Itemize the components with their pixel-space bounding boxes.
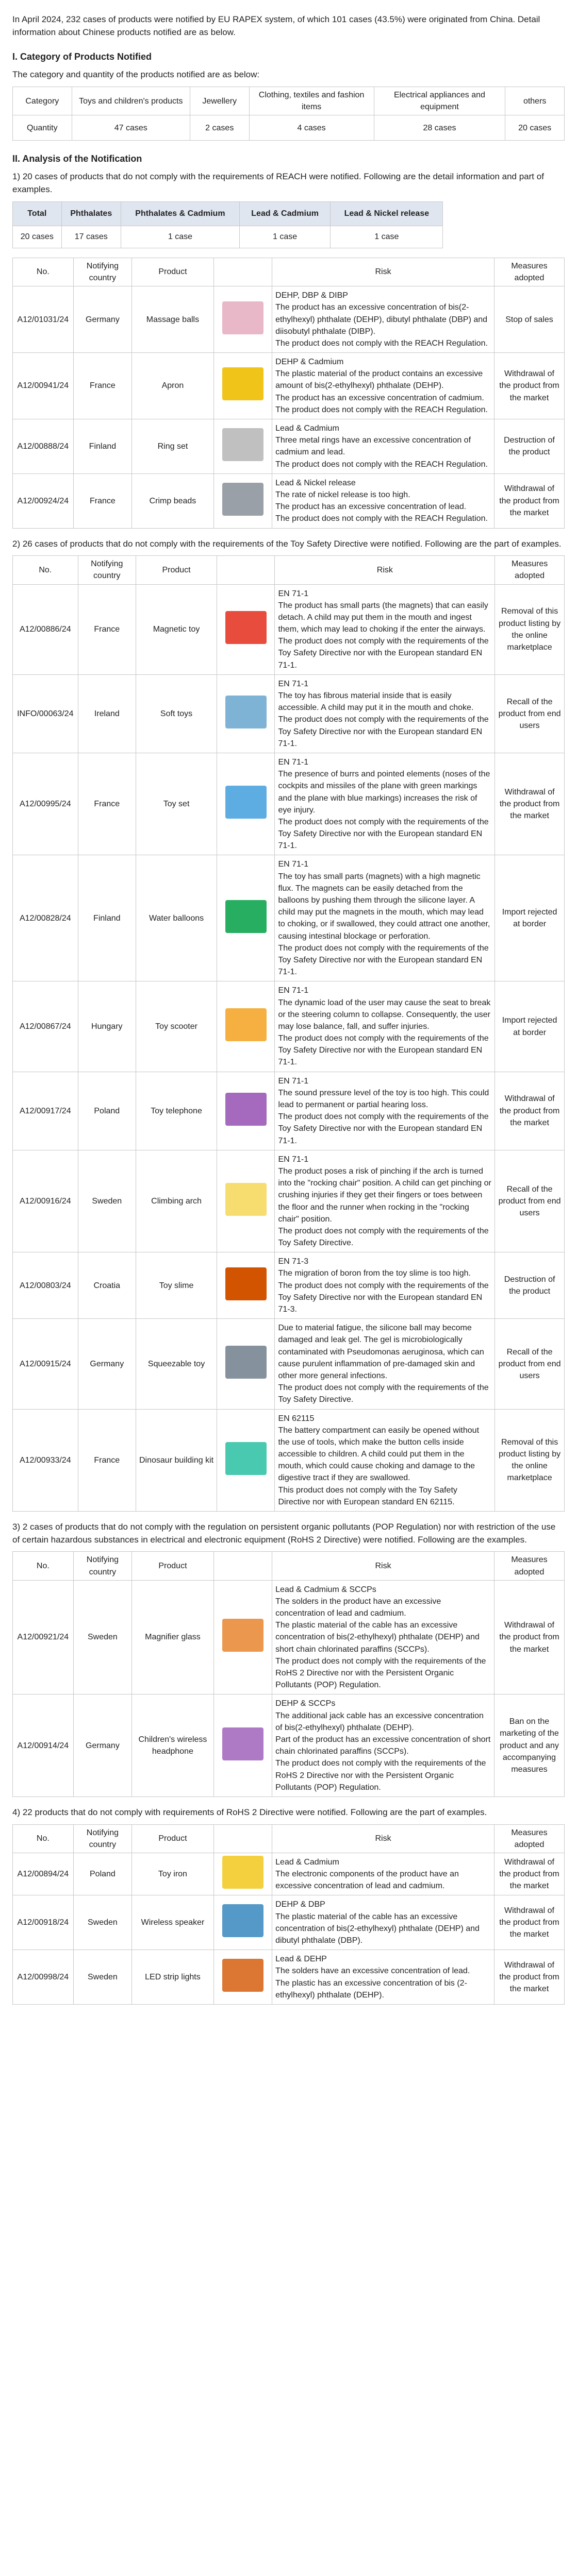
table-row <box>13 855 565 981</box>
product-photo <box>225 786 267 819</box>
risk-line: EN 71-1 <box>278 1076 309 1086</box>
risk-cell <box>275 1072 495 1150</box>
product-name: Dinosaur building kit <box>136 1409 217 1512</box>
risk-line: The product does not comply with the REACH Regulation. <box>275 405 488 414</box>
risk-line: Part of the product has an excessive concentration of short chain chlorinated paraffins (SCCPs). <box>275 1735 491 1756</box>
notification-number: A12/00828/24 <box>13 855 78 981</box>
measure-adopted: Withdrawal of the product from the market <box>494 1853 564 1895</box>
risk-line: Three metal rings have an excessive concentration of cadmium and lead. <box>275 436 471 457</box>
product-table-header-cell: Notifying country <box>78 556 136 584</box>
risk-line: Lead & DEHP <box>275 1955 327 1964</box>
summary-header-cell: Lead & Nickel release <box>331 201 443 226</box>
risk-line: Lead & Cadmium & SCCPs <box>275 1585 376 1594</box>
product-photo <box>222 1959 263 1992</box>
notifying-country: France <box>73 473 131 528</box>
product-name: Toy scooter <box>136 981 217 1072</box>
risk-line: The product does not comply with the requirements of the Toy Safety Directive. <box>278 1383 489 1404</box>
product-table-header-cell: Product <box>132 258 214 286</box>
notification-number: A12/00886/24 <box>13 584 78 674</box>
product-table-header-cell <box>213 1824 272 1853</box>
risk-line: The product does not comply with the REACH Regulation. <box>275 338 488 348</box>
risk-line: DEHP & Cadmium <box>275 358 344 367</box>
table-row <box>13 1252 565 1319</box>
risk-line: Lead & Cadmium <box>275 424 339 433</box>
product-image-cell <box>217 584 275 674</box>
summary-value-row <box>13 226 443 248</box>
rohs-subtitle: 4) 22 products that do not comply with requirements of RoHS 2 Directive were notified. Following are the part of examples. <box>12 1807 487 1817</box>
risk-line: The product does not comply with the requirements of the RoHS 2 Directive nor with the Persistent Organic Pollutants (POP) Regulation. <box>275 1759 486 1792</box>
product-name: Squeezable toy <box>136 1319 217 1409</box>
product-image-cell <box>217 674 275 753</box>
table-row <box>13 1950 565 2005</box>
notifying-country: Finland <box>78 855 136 981</box>
product-table-header-cell <box>217 556 275 584</box>
notifying-country: Ireland <box>78 674 136 753</box>
risk-cell <box>272 1580 494 1694</box>
product-table-header-cell: Measures adopted <box>494 1552 564 1580</box>
product-name: Children's wireless headphone <box>132 1694 214 1797</box>
table-row <box>13 1580 565 1694</box>
product-photo <box>225 1183 267 1216</box>
risk-line: The product does not comply with the requirements of the Toy Safety Directive nor with the European standard EN 71-1. <box>278 1034 489 1067</box>
product-name: Water balloons <box>136 855 217 981</box>
risk-line: The electronic components of the product have an excessive concentration of lead and cadmium. <box>275 1870 459 1891</box>
risk-cell <box>272 1895 494 1950</box>
measure-adopted: Withdrawal of the product from the market <box>494 353 564 419</box>
product-photo <box>225 1267 267 1300</box>
notifying-country: Germany <box>73 286 131 353</box>
product-table-header-row <box>13 258 565 286</box>
product-image-cell <box>213 1580 272 1694</box>
risk-cell <box>272 286 494 353</box>
table-row <box>13 674 565 753</box>
risk-line: The plastic has an excessive concentration of bis (2-ethylhexyl) phthalate (DEHP). <box>275 1978 467 1999</box>
risk-line: The product does not comply with the requirements of the Toy Safety Directive nor with the European standard EN 71-1. <box>278 943 489 977</box>
measure-adopted: Ban on the marketing of the product and any accompanying measures <box>494 1694 564 1797</box>
notification-number: A12/00941/24 <box>13 353 74 419</box>
table-row <box>13 286 565 353</box>
quantity-cell: 28 cases <box>374 115 505 141</box>
notifying-country: Finland <box>73 419 131 474</box>
table-row <box>13 473 565 528</box>
notifying-country: Germany <box>73 1694 131 1797</box>
risk-line: The product does not comply with the requirements of the Toy Safety Directive nor with the European standard EN 71-1. <box>278 715 489 748</box>
product-table-header-cell: Risk <box>275 556 495 584</box>
category-header-cell: others <box>505 87 565 115</box>
product-image-cell <box>213 473 272 528</box>
notification-number: INFO/00063/24 <box>13 674 78 753</box>
summary-header-cell: Phthalates & Cadmium <box>121 201 239 226</box>
risk-cell <box>275 1319 495 1409</box>
notifying-country: Poland <box>78 1072 136 1150</box>
product-image-cell <box>217 753 275 855</box>
measure-adopted: Withdrawal of the product from the market <box>495 753 565 855</box>
product-table-header-cell: Risk <box>272 1824 494 1853</box>
notifying-country: Sweden <box>78 1150 136 1252</box>
risk-cell <box>275 981 495 1072</box>
product-table-header-cell: No. <box>13 258 74 286</box>
measure-adopted: Destruction of the product <box>494 419 564 474</box>
risk-cell <box>275 1409 495 1512</box>
product-photo <box>225 1008 267 1041</box>
product-photo <box>222 1904 263 1937</box>
risk-line: Lead & Nickel release <box>275 478 356 487</box>
product-photo <box>225 900 267 933</box>
product-photo <box>222 1727 263 1760</box>
table-row <box>13 1072 565 1150</box>
product-table-header-cell: Risk <box>272 258 494 286</box>
notification-number: A12/00894/24 <box>13 1853 74 1895</box>
product-table-header-cell: Measures adopted <box>494 1824 564 1853</box>
measure-adopted: Destruction of the product <box>495 1252 565 1319</box>
risk-line: The product does not comply with the requirements of the Toy Safety Directive nor with the European standard EN 71-3. <box>278 1281 489 1314</box>
risk-cell <box>275 855 495 981</box>
risk-line: The plastic material of the cable has an excessive concentration of bis(2-ethylhexyl) phthalate (DEHP) and short chain chlorinated paraffins (SCCPs). <box>275 1621 480 1654</box>
product-image-cell <box>217 1409 275 1512</box>
quantity-cell: 4 cases <box>249 115 374 141</box>
product-table-header-cell: No. <box>13 1824 74 1853</box>
product-image-cell <box>217 1319 275 1409</box>
measure-adopted: Withdrawal of the product from the market <box>495 1072 565 1150</box>
risk-line: The product does not comply with the requirements of the Toy Safety Directive. <box>278 1226 489 1248</box>
risk-line: The battery compartment can easily be opened without the use of tools, which make the button cells inside accessible to children. A child could put them in the mouth, which could cause choking and damage to the digestive tract if they are swallowed. <box>278 1426 480 1483</box>
measure-adopted: Import rejected at border <box>495 855 565 981</box>
product-image-cell <box>217 1150 275 1252</box>
table-row <box>13 1694 565 1797</box>
product-photo <box>225 611 267 644</box>
measure-adopted: Withdrawal of the product from the market <box>494 1580 564 1694</box>
category-header-cell: Electrical appliances and equipment <box>374 87 505 115</box>
risk-line: EN 71-1 <box>278 986 309 995</box>
summary-value-cell: 1 case <box>331 226 443 248</box>
product-image-cell <box>217 981 275 1072</box>
product-photo <box>225 1442 267 1475</box>
risk-line: The solders in the product have an excessive concentration of lead and cadmium. <box>275 1597 441 1618</box>
product-table-header-cell: No. <box>13 556 78 584</box>
risk-line: The product poses a risk of pinching if the arch is turned into the "rocking chair" position. A child can get pinching or crushing injuries if they get their fingers or toes between the floor and the runner when rocking in the "rocking chair" position. <box>278 1166 491 1224</box>
product-image-cell <box>213 419 272 474</box>
risk-line: The product has an excessive concentration of cadmium. <box>275 393 484 402</box>
product-name: Wireless speaker <box>132 1895 214 1950</box>
risk-line: The product does not comply with the requirements of the RoHS 2 Directive nor with the Persistent Organic Pollutants (POP) Regulation. <box>275 1656 486 1690</box>
notifying-country: Sweden <box>73 1895 131 1950</box>
risk-line: The product does not comply with the requirements of the Toy Safety Directive nor with the European standard EN 71-1. <box>278 817 489 851</box>
notification-number: A12/00803/24 <box>13 1252 78 1319</box>
product-image-cell <box>213 353 272 419</box>
measure-adopted: Stop of sales <box>494 286 564 353</box>
risk-line: The dynamic load of the user may cause the seat to break or the steering column to collapse. Consequently, the user may lose balance, fall, and suffer injuries. <box>278 998 491 1031</box>
reach-subtitle: 1) 20 cases of products that do not comply with the requirements of REACH were notified. Following are the detail information and part of examples. <box>12 172 544 195</box>
product-name: Toy slime <box>136 1252 217 1319</box>
risk-line: EN 71-3 <box>278 1257 309 1266</box>
risk-line: EN 71-1 <box>278 757 309 767</box>
quantity-cell: Quantity <box>13 115 72 141</box>
risk-line: EN 71-1 <box>278 589 309 598</box>
measure-adopted: Removal of this product listing by the online marketplace <box>495 1409 565 1512</box>
product-table-header-cell <box>213 1552 272 1580</box>
risk-line: DEHP, DBP & DIBP <box>275 291 348 300</box>
notifying-country: Germany <box>78 1319 136 1409</box>
product-image-cell <box>213 1694 272 1797</box>
notification-number: A12/00924/24 <box>13 473 74 528</box>
product-image-cell <box>213 1895 272 1950</box>
category-header-cell: Jewellery <box>190 87 249 115</box>
table-row <box>13 1319 565 1409</box>
measure-adopted: Import rejected at border <box>495 981 565 1072</box>
product-photo <box>222 367 263 400</box>
risk-line: The product has an excessive concentration of bis(2-ethylhexyl) phthalate (DEHP), dibutyl phthalate (DBP) and diisobutyl phthalate (DIBP). <box>275 303 488 336</box>
product-name: Climbing arch <box>136 1150 217 1252</box>
section1-title: I. Category of Products Notified <box>12 52 152 62</box>
product-image-cell <box>213 286 272 353</box>
product-photo <box>225 1093 267 1126</box>
rohs-product-table <box>12 1824 565 2005</box>
risk-line: EN 71-1 <box>278 860 309 869</box>
risk-line: The product has an excessive concentration of lead. <box>275 502 467 512</box>
pop-product-table <box>12 1551 565 1797</box>
table-row <box>13 1853 565 1895</box>
product-table-header-cell: Product <box>132 1824 214 1853</box>
product-name: Magnifier glass <box>132 1580 214 1694</box>
notification-number: A12/00917/24 <box>13 1072 78 1150</box>
summary-header-cell: Phthalates <box>61 201 121 226</box>
summary-value-cell: 1 case <box>239 226 330 248</box>
product-table-header-cell: Notifying country <box>73 1824 131 1853</box>
summary-header-row <box>13 201 443 226</box>
risk-line: The additional jack cable has an excessive concentration of bis(2-ethylhexyl) phthalate (DEHP). <box>275 1711 484 1732</box>
notifying-country: France <box>78 753 136 855</box>
summary-value-cell: 17 cases <box>61 226 121 248</box>
notifying-country: Sweden <box>73 1950 131 2005</box>
table-row <box>13 584 565 674</box>
risk-line: Lead & Cadmium <box>275 1857 339 1867</box>
notifying-country: Poland <box>73 1853 131 1895</box>
section1-desc: The category and quantity of the products notified are as below: <box>12 70 260 80</box>
product-table-header-cell <box>213 258 272 286</box>
toy-product-table <box>12 555 565 1512</box>
risk-line: EN 71-1 <box>278 1155 309 1164</box>
notifying-country: France <box>78 584 136 674</box>
product-image-cell <box>217 1072 275 1150</box>
product-photo <box>225 696 267 728</box>
product-table-header-row <box>13 1824 565 1853</box>
measure-adopted: Removal of this product listing by the online marketplace <box>495 584 565 674</box>
product-image-cell <box>213 1853 272 1895</box>
product-image-cell <box>217 1252 275 1319</box>
product-table-header-cell: Notifying country <box>73 258 131 286</box>
category-header-cell: Clothing, textiles and fashion items <box>249 87 374 115</box>
measure-adopted: Recall of the product from end users <box>495 1319 565 1409</box>
notification-number: A12/00918/24 <box>13 1895 74 1950</box>
risk-cell <box>272 1950 494 2005</box>
product-table-header-row <box>13 556 565 584</box>
intro-paragraph: In April 2024, 232 cases of products were notified by EU RAPEX system, of which 101 cases (43.5%) were originated from China. Detail information about Chinese products notified are as below. <box>12 14 540 37</box>
product-table-header-cell: Measures adopted <box>495 556 565 584</box>
product-table-header-cell: No. <box>13 1552 74 1580</box>
product-table-header-cell: Measures adopted <box>494 258 564 286</box>
category-table <box>12 87 565 141</box>
notification-number: A12/01031/24 <box>13 286 74 353</box>
summary-header-cell: Lead & Cadmium <box>239 201 330 226</box>
risk-cell <box>272 1694 494 1797</box>
table-row <box>13 1409 565 1512</box>
notification-number: A12/00998/24 <box>13 1950 74 2005</box>
quantity-row <box>13 115 565 141</box>
risk-line: Due to material fatigue, the silicone ball may become damaged and leak gel. The gel is microbiologically contaminated with Pseudomonas aeruginosa, which can cause purulent inflammation of pre-damaged skin and other more general infections. <box>278 1324 484 1380</box>
risk-cell <box>275 674 495 753</box>
notifying-country: France <box>78 1409 136 1512</box>
product-name: Apron <box>132 353 214 419</box>
product-photo <box>222 1856 263 1889</box>
risk-line: The product does not comply with the REACH Regulation. <box>275 514 488 523</box>
pop-subtitle: 3) 2 cases of products that do not comply with the regulation on persistent organic pollutants (POP Regulation) nor with restriction of the use of certain hazardous substances in electrical and electronic equipment (RoHS 2 Directive) were notified. Following are the examples. <box>12 1522 556 1545</box>
quantity-cell: 20 cases <box>505 115 565 141</box>
notification-number: A12/00867/24 <box>13 981 78 1072</box>
risk-line: DEHP & SCCPs <box>275 1699 336 1708</box>
measure-adopted: Recall of the product from end users <box>495 1150 565 1252</box>
risk-cell <box>275 1150 495 1252</box>
risk-line: The product does not comply with the REACH Regulation. <box>275 460 488 469</box>
product-photo <box>225 1346 267 1379</box>
category-header-cell: Toys and children's products <box>72 87 190 115</box>
product-photo <box>222 483 263 516</box>
product-photo <box>222 1619 263 1652</box>
risk-line: DEHP & DBP <box>275 1900 325 1909</box>
risk-line: The presence of burrs and pointed elements (noses of the cockpits and missiles of the plane with green markings and the plane with blue markings) increases the risk of eye injury. <box>278 770 490 815</box>
notification-number: A12/00933/24 <box>13 1409 78 1512</box>
product-name: Crimp beads <box>132 473 214 528</box>
product-name: Toy set <box>136 753 217 855</box>
toy-subtitle: 2) 26 cases of products that do not comply with the requirements of the Toy Safety Directive were notified. Following are the part of examples. <box>12 538 562 549</box>
risk-line: The toy has small parts (magnets) with a high magnetic flux. The magnets can be easily detached from the balloons by pushing them through the silicone layer. A child may put the magnets in the mouth, which may lead to choking, or if swallowed, they could attract one another, causing intestinal blockage or perforation. <box>278 872 490 941</box>
section2-title: II. Analysis of the Notification <box>12 154 142 164</box>
reach-summary-table <box>12 201 443 248</box>
product-photo <box>222 428 263 461</box>
measure-adopted: Withdrawal of the product from the market <box>494 1950 564 2005</box>
product-table-header-cell: Product <box>136 556 217 584</box>
risk-cell <box>272 419 494 474</box>
product-photo <box>222 301 263 334</box>
summary-value-cell: 20 cases <box>13 226 62 248</box>
risk-line: The rate of nickel release is too high. <box>275 490 410 499</box>
summary-value-cell: 1 case <box>121 226 239 248</box>
table-row <box>13 753 565 855</box>
risk-line: EN 62115 <box>278 1414 315 1423</box>
product-name: Toy iron <box>132 1853 214 1895</box>
product-image-cell <box>217 855 275 981</box>
risk-line: EN 71-1 <box>278 679 309 688</box>
risk-line: The sound pressure level of the toy is too high. This could lead to permanent or partial hearing loss. <box>278 1088 489 1110</box>
product-table-header-cell: Notifying country <box>73 1552 131 1580</box>
risk-line: This product does not comply with the Toy Safety Directive nor with European standard EN 62115. <box>278 1485 457 1506</box>
product-image-cell <box>213 1950 272 2005</box>
table-row <box>13 1150 565 1252</box>
risk-line: The migration of boron from the toy slime is too high. <box>278 1269 471 1278</box>
summary-header-cell: Total <box>13 201 62 226</box>
table-row <box>13 353 565 419</box>
notifying-country: Hungary <box>78 981 136 1072</box>
notifying-country: France <box>73 353 131 419</box>
notification-number: A12/00995/24 <box>13 753 78 855</box>
notifying-country: Sweden <box>73 1580 131 1694</box>
risk-line: The toy has fibrous material inside that is easily accessible. A child may put it in the mouth and choke. <box>278 691 474 713</box>
notification-number: A12/00916/24 <box>13 1150 78 1252</box>
risk-line: The plastic material of the product contains an excessive amount of bis(2-ethylhexyl) phthalate (DEHP). <box>275 369 483 391</box>
risk-cell <box>272 473 494 528</box>
risk-cell <box>272 353 494 419</box>
product-table-header-row <box>13 1552 565 1580</box>
product-name: Magnetic toy <box>136 584 217 674</box>
notification-number: A12/00914/24 <box>13 1694 74 1797</box>
notifying-country: Croatia <box>78 1252 136 1319</box>
table-row <box>13 1895 565 1950</box>
product-name: LED strip lights <box>132 1950 214 2005</box>
quantity-cell: 2 cases <box>190 115 249 141</box>
measure-adopted: Withdrawal of the product from the market <box>494 1895 564 1950</box>
notification-number: A12/00921/24 <box>13 1580 74 1694</box>
measure-adopted: Withdrawal of the product from the market <box>494 473 564 528</box>
notification-number: A12/00915/24 <box>13 1319 78 1409</box>
risk-cell <box>275 753 495 855</box>
product-table-header-cell: Risk <box>272 1552 494 1580</box>
table-row <box>13 419 565 474</box>
product-table-header-cell: Product <box>132 1552 214 1580</box>
product-name: Ring set <box>132 419 214 474</box>
notification-number: A12/00888/24 <box>13 419 74 474</box>
risk-line: The product does not comply with the requirements of the Toy Safety Directive nor with the European standard EN 71-1. <box>278 1112 489 1145</box>
product-name: Soft toys <box>136 674 217 753</box>
product-name: Massage balls <box>132 286 214 353</box>
quantity-cell: 47 cases <box>72 115 190 141</box>
risk-cell <box>275 584 495 674</box>
risk-cell <box>272 1853 494 1895</box>
table-row <box>13 981 565 1072</box>
reach-product-table <box>12 258 565 529</box>
risk-line: The plastic material of the cable has an excessive concentration of bis(2-ethylhexyl) phthalate (DEHP) and dibutyl phthalate (DBP). <box>275 1912 480 1945</box>
product-name: Toy telephone <box>136 1072 217 1150</box>
category-header-cell: Category <box>13 87 72 115</box>
risk-line: The solders have an excessive concentration of lead. <box>275 1967 470 1976</box>
category-row <box>13 87 565 115</box>
risk-line: The product has small parts (the magnets) that can easily detach. A child may put them in the mouth and ingest them, which may lead to choking if the enter the airways. The product does not comply with the requirements of the Toy Safety Directive nor with the European standard EN 71-1. <box>278 601 489 670</box>
measure-adopted: Recall of the product from end users <box>495 674 565 753</box>
risk-cell <box>275 1252 495 1319</box>
